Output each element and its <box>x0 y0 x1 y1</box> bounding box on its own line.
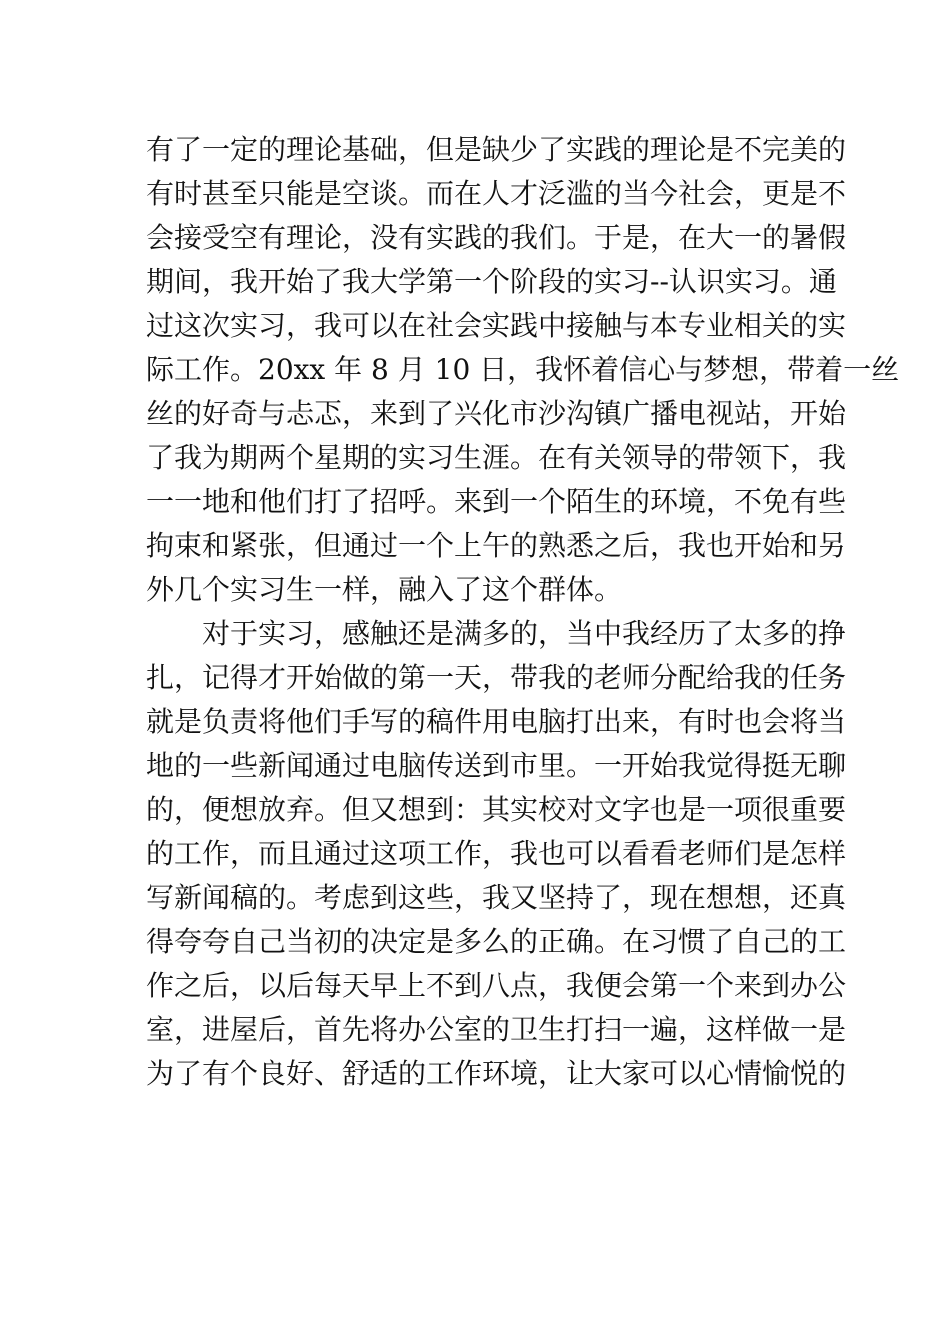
paragraph-line: 为了有个良好、舒适的工作环境，让大家可以心情愉悦的 <box>146 1057 847 1090</box>
paragraph-line: 有时甚至只能是空谈。而在人才泛滥的当今社会，更是不 <box>146 177 847 210</box>
paragraph-line: 写新闻稿的。考虑到这些，我又坚持了，现在想想，还真 <box>146 881 847 914</box>
paragraph-line: 室，进屋后，首先将办公室的卫生打扫一遍，这样做一是 <box>146 1013 847 1046</box>
paragraph-1 <box>146 128 900 612</box>
paragraph-line: 的，便想放弃。但又想到：其实校对文字也是一项很重要 <box>146 793 847 826</box>
paragraph-line: 就是负责将他们手写的稿件用电脑打出来，有时也会将当 <box>146 705 847 738</box>
paragraph-line: 期间，我开始了我大学第一个阶段的实习--认识实习。通 <box>146 265 837 298</box>
paragraph-line: 地的一些新闻通过电脑传送到市里。一开始我觉得挺无聊 <box>146 749 847 782</box>
paragraph-line: 扎，记得才开始做的第一天，带我的老师分配给我的任务 <box>146 661 847 694</box>
paragraph-line: 作之后，以后每天早上不到八点，我便会第一个来到办公 <box>146 969 847 1002</box>
paragraph-line: 外几个实习生一样，融入了这个群体。 <box>146 573 623 606</box>
paragraph-line: 丝的好奇与忐忑，来到了兴化市沙沟镇广播电视站，开始 <box>146 397 847 430</box>
paragraph-line: 际工作。20xx 年 8 月 10 日，我怀着信心与梦想，带着一丝 <box>146 353 900 386</box>
paragraph-line: 得夸夸自己当初的决定是多么的正确。在习惯了自己的工 <box>146 925 847 958</box>
paragraph-line: 了我为期两个星期的实习生涯。在有关领导的带领下，我 <box>146 441 847 474</box>
paragraph-line: 一一地和他们打了招呼。来到一个陌生的环境，不免有些 <box>146 485 847 518</box>
paragraph-line: 会接受空有理论，没有实践的我们。于是，在大一的暑假 <box>146 221 847 254</box>
paragraph-line: 有了一定的理论基础，但是缺少了实践的理论是不完美的 <box>146 133 847 166</box>
paragraph-line: 拘束和紧张，但通过一个上午的熟悉之后，我也开始和另 <box>146 529 847 562</box>
paragraph-line: 过这次实习，我可以在社会实践中接触与本专业相关的实 <box>146 309 847 342</box>
paragraph-2 <box>146 612 847 1096</box>
document-body <box>146 128 900 1096</box>
paragraph-line: 对于实习，感触还是满多的，当中我经历了太多的挣 <box>202 617 847 650</box>
paragraph-line: 的工作，而且通过这项工作，我也可以看看老师们是怎样 <box>146 837 847 870</box>
